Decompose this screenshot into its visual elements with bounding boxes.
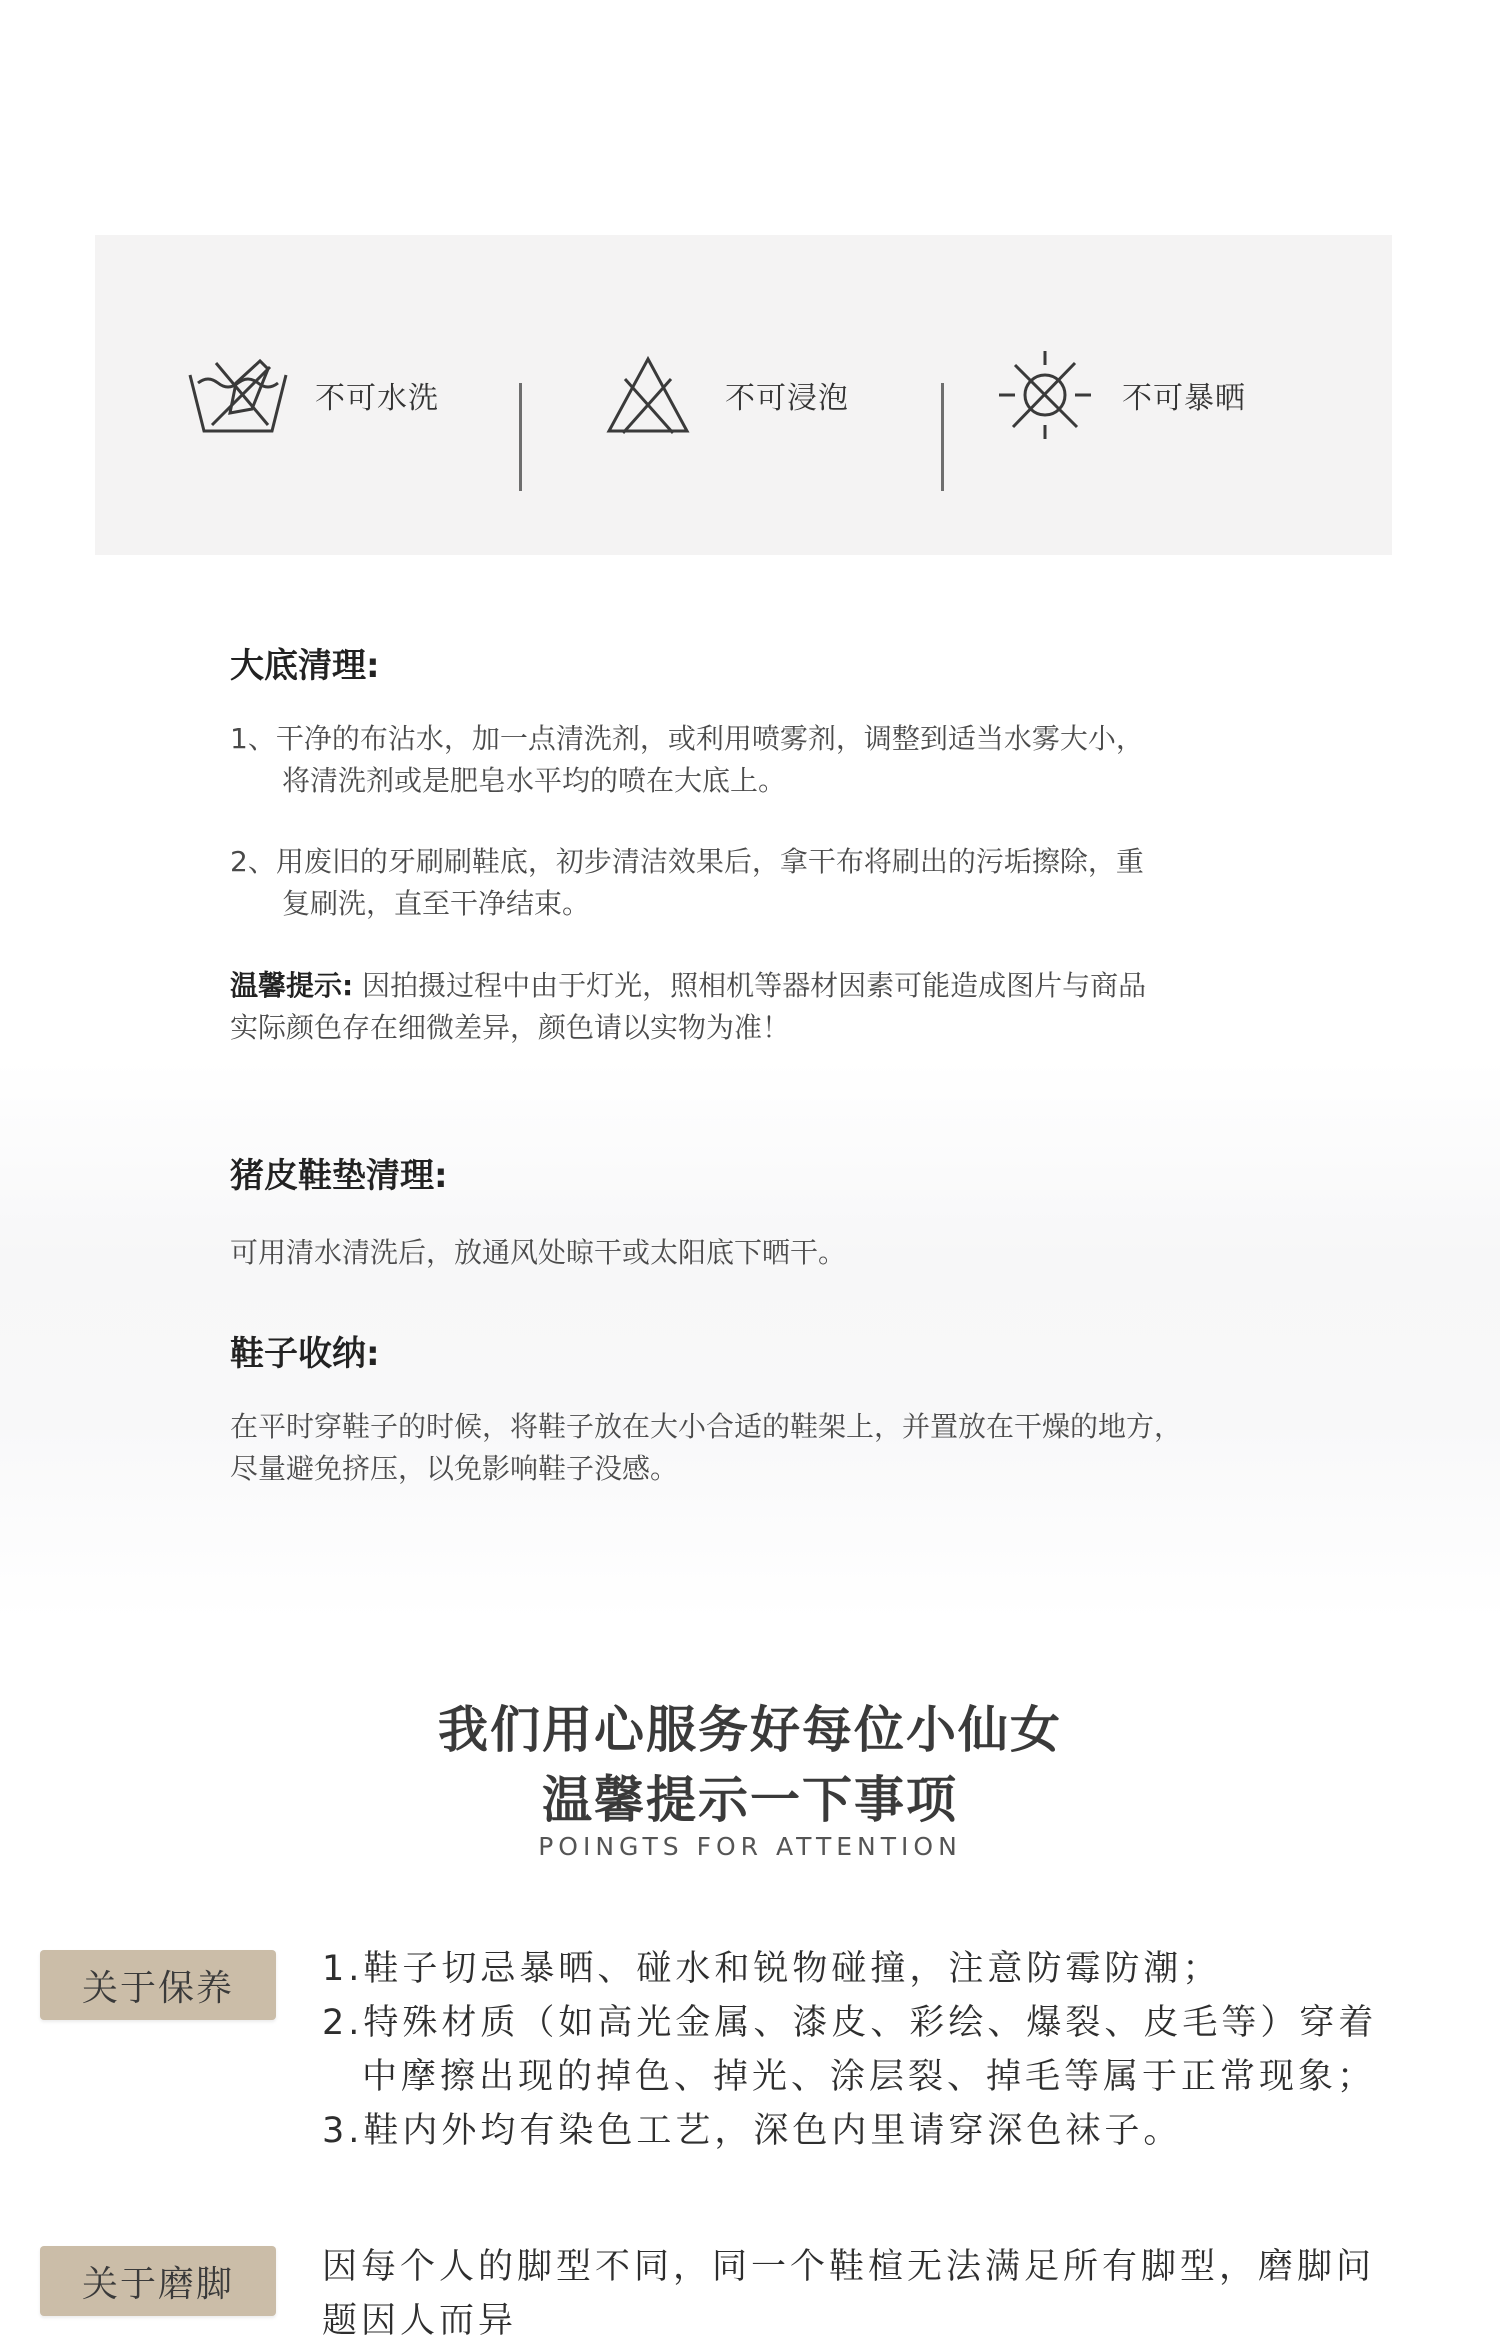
storage-line: 尽量避免挤压，以免影响鞋子没感。 — [230, 1452, 679, 1485]
attention-title: 我们用心服务好每位小仙女 — [438, 1701, 1062, 1759]
note-line: 1.鞋子切忌暴晒、碰水和锐物碰撞，注意防霉防潮； — [322, 1949, 1222, 1989]
care-label: 不可水洗 — [315, 381, 439, 416]
attention-subtitle: POINGTS FOR ATTENTION — [538, 1832, 962, 1861]
care-item-no-soak — [593, 235, 849, 555]
maintenance-notes — [322, 1942, 1472, 2158]
warm-tip — [230, 965, 1290, 1049]
warm-tip-text: 因拍摄过程中由于灯光，照相机等器材因素可能造成图片与商品 — [353, 969, 1147, 1002]
divider — [519, 383, 522, 491]
no-sun-exposure-icon — [990, 345, 1100, 445]
care-instructions-panel — [95, 235, 1392, 555]
no-machine-wash-icon — [183, 345, 293, 445]
no-soak-icon — [593, 345, 703, 445]
insole-cleaning-text: 可用清水清洗后，放通风处晾干或太阳底下晒干。 — [230, 1236, 847, 1269]
blisters-notes — [322, 2240, 1472, 2348]
note-line: 2.特殊材质（如高光金属、漆皮、彩绘、爆裂、皮毛等）穿着 — [322, 2003, 1378, 2043]
storage-title: 鞋子收纳: — [230, 1334, 380, 1374]
warm-tip-label: 温馨提示: — [230, 969, 354, 1002]
care-item-no-wash — [183, 235, 439, 555]
step-text: 复刷洗，直至干净结束。 — [282, 887, 591, 920]
sole-cleaning-step-1 — [230, 718, 1290, 802]
storage-line: 在平时穿鞋子的时候，将鞋子放在大小合适的鞋架上，并置放在干燥的地方， — [230, 1410, 1183, 1443]
care-label: 不可浸泡 — [725, 381, 849, 416]
care-item-no-sun — [990, 235, 1246, 555]
divider — [941, 383, 944, 491]
step-text: 将清洗剂或是肥皂水平均的喷在大底上。 — [282, 764, 787, 797]
maintenance-tag: 关于保养 — [40, 1950, 276, 2020]
care-label: 不可暴晒 — [1122, 381, 1246, 416]
note-line: 中摩擦出现的掉色、掉光、涂层裂、掉毛等属于正常现象； — [362, 2057, 1377, 2097]
warm-tip-text: 实际颜色存在细微差异，颜色请以实物为准！ — [230, 1011, 791, 1044]
blisters-tag: 关于磨脚 — [40, 2246, 276, 2316]
note-line: 3.鞋内外均有染色工艺，深色内里请穿深色袜子。 — [322, 2111, 1183, 2151]
section-background — [0, 1060, 1500, 1620]
note-line: 题因人而异 — [322, 2301, 518, 2341]
step-text: 2、用废旧的牙刷刷鞋底，初步清洁效果后，拿干布将刷出的污垢擦除，重 — [230, 845, 1144, 878]
sole-cleaning-step-2 — [230, 841, 1290, 925]
storage-text — [230, 1406, 1290, 1490]
attention-title: 温馨提示一下事项 — [542, 1771, 958, 1829]
sole-cleaning-title: 大底清理: — [230, 646, 380, 686]
note-line: 因每个人的脚型不同，同一个鞋楦无法满足所有脚型，磨脚问 — [322, 2247, 1376, 2287]
insole-cleaning-title: 猪皮鞋垫清理: — [230, 1156, 448, 1196]
step-text: 1、干净的布沾水，加一点清洗剂，或利用喷雾剂，调整到适当水雾大小， — [230, 722, 1144, 755]
